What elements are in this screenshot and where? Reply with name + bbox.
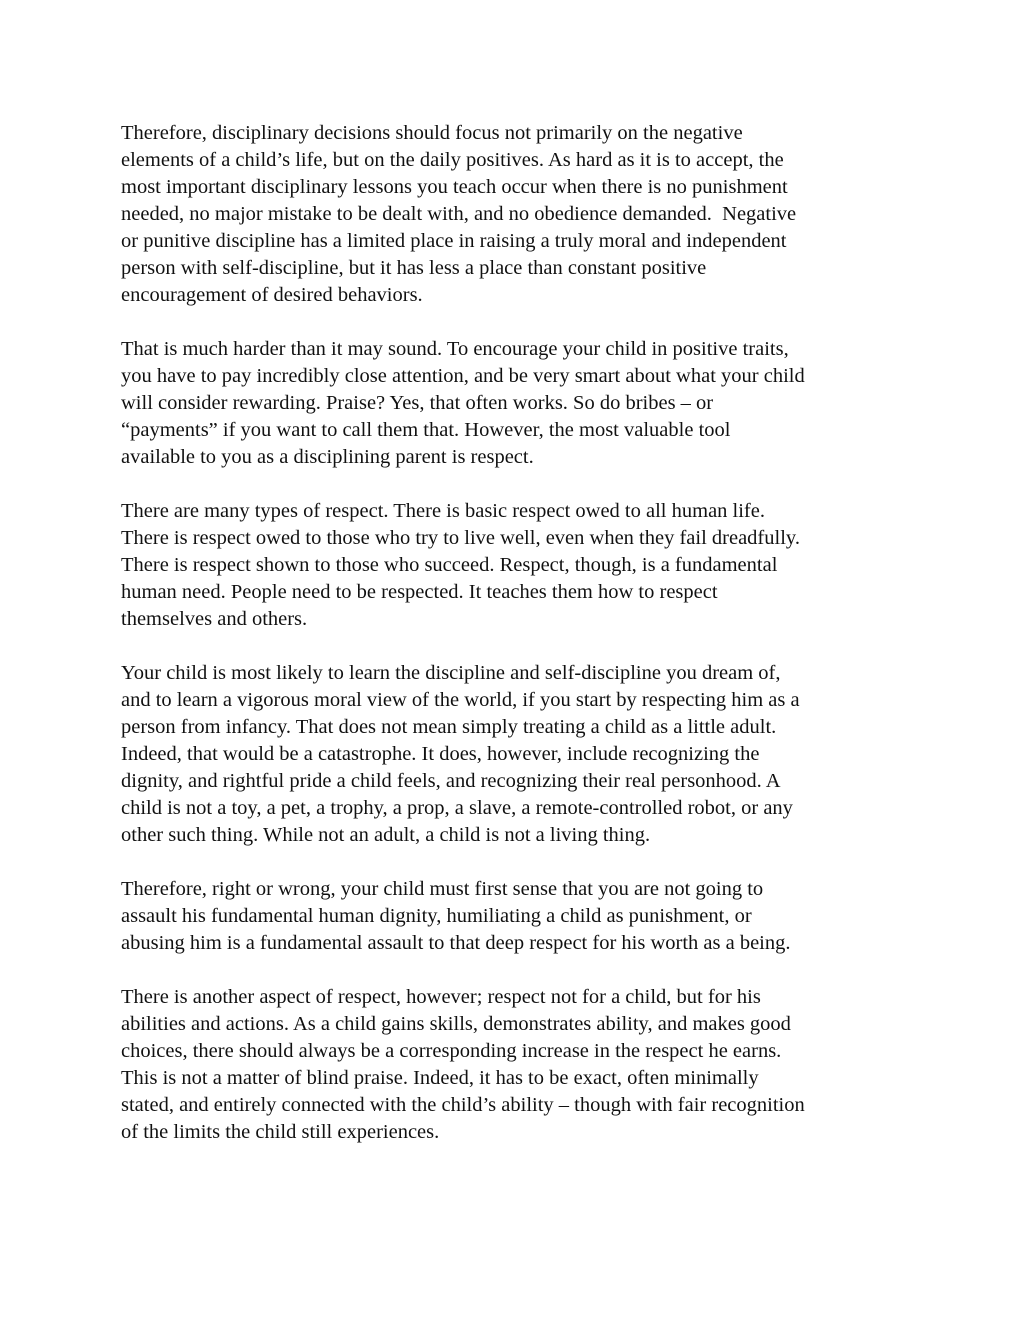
paragraph-2 [121,336,921,471]
text-line: Therefore, disciplinary decisions should focus not primarily on the negative [121,122,743,144]
paragraph-4 [121,660,921,849]
text-line: elements of a child’s life, but on the daily positives. As hard as it is to accept, the [121,149,784,171]
text-line: abilities and actions. As a child gains skills, demonstrates ability, and makes good [121,1013,791,1035]
text-line: child is not a toy, a pet, a trophy, a prop, a slave, a remote-controlled robot, or any [121,797,793,819]
text-line: human need. People need to be respected. It teaches them how to respect [121,581,718,603]
text-line: Indeed, that would be a catastrophe. It does, however, include recognizing the [121,743,760,765]
paragraph-6 [121,984,921,1146]
text-line: There is another aspect of respect, however; respect not for a child, but for his [121,986,761,1008]
paragraph-5 [121,876,921,957]
text-line: person with self-discipline, but it has less a place than constant positive [121,257,707,279]
text-line: That is much harder than it may sound. To encourage your child in positive traits, [121,338,789,360]
text-line: Therefore, right or wrong, your child must first sense that you are not going to [121,878,764,900]
text-line: stated, and entirely connected with the child’s ability – though with fair recognition [121,1094,805,1116]
paragraph-1 [121,120,921,309]
text-line: person from infancy. That does not mean simply treating a child as a little adult. [121,716,777,738]
text-line: This is not a matter of blind praise. Indeed, it has to be exact, often minimally [121,1067,759,1089]
text-line: of the limits the child still experiences. [121,1121,440,1143]
text-line: encouragement of desired behaviors. [121,284,423,306]
text-line: you have to pay incredibly close attention, and be very smart about what your child [121,365,805,387]
text-line: There are many types of respect. There is basic respect owed to all human life. [121,500,765,522]
text-line: will consider rewarding. Praise? Yes, that often works. So do bribes – or [121,392,714,414]
paragraph-3 [121,498,921,633]
text-line: available to you as a disciplining parent is respect. [121,446,534,468]
text-line: themselves and others. [121,608,308,630]
text-line: assault his fundamental human dignity, humiliating a child as punishment, or [121,905,752,927]
text-line: abusing him is a fundamental assault to that deep respect for his worth as a being. [121,932,791,954]
text-line: dignity, and rightful pride a child feels, and recognizing their real personhood. A [121,770,781,792]
text-line: other such thing. While not an adult, a child is not a living thing. [121,824,651,846]
text-line: needed, no major mistake to be dealt with, and no obedience demanded. Negative [121,203,797,225]
document-body [121,120,921,1173]
text-line: most important disciplinary lessons you teach occur when there is no punishment [121,176,788,198]
text-line: or punitive discipline has a limited place in raising a truly moral and independent [121,230,787,252]
text-line: There is respect shown to those who succeed. Respect, though, is a fundamental [121,554,778,576]
text-line: and to learn a vigorous moral view of the world, if you start by respecting him as a [121,689,800,711]
text-line: Your child is most likely to learn the discipline and self-discipline you dream of, [121,662,781,684]
text-line: choices, there should always be a corresponding increase in the respect he earns. [121,1040,782,1062]
text-line: There is respect owed to those who try to live well, even when they fail dreadfully. [121,527,800,549]
text-line: “payments” if you want to call them that. However, the most valuable tool [121,419,731,441]
